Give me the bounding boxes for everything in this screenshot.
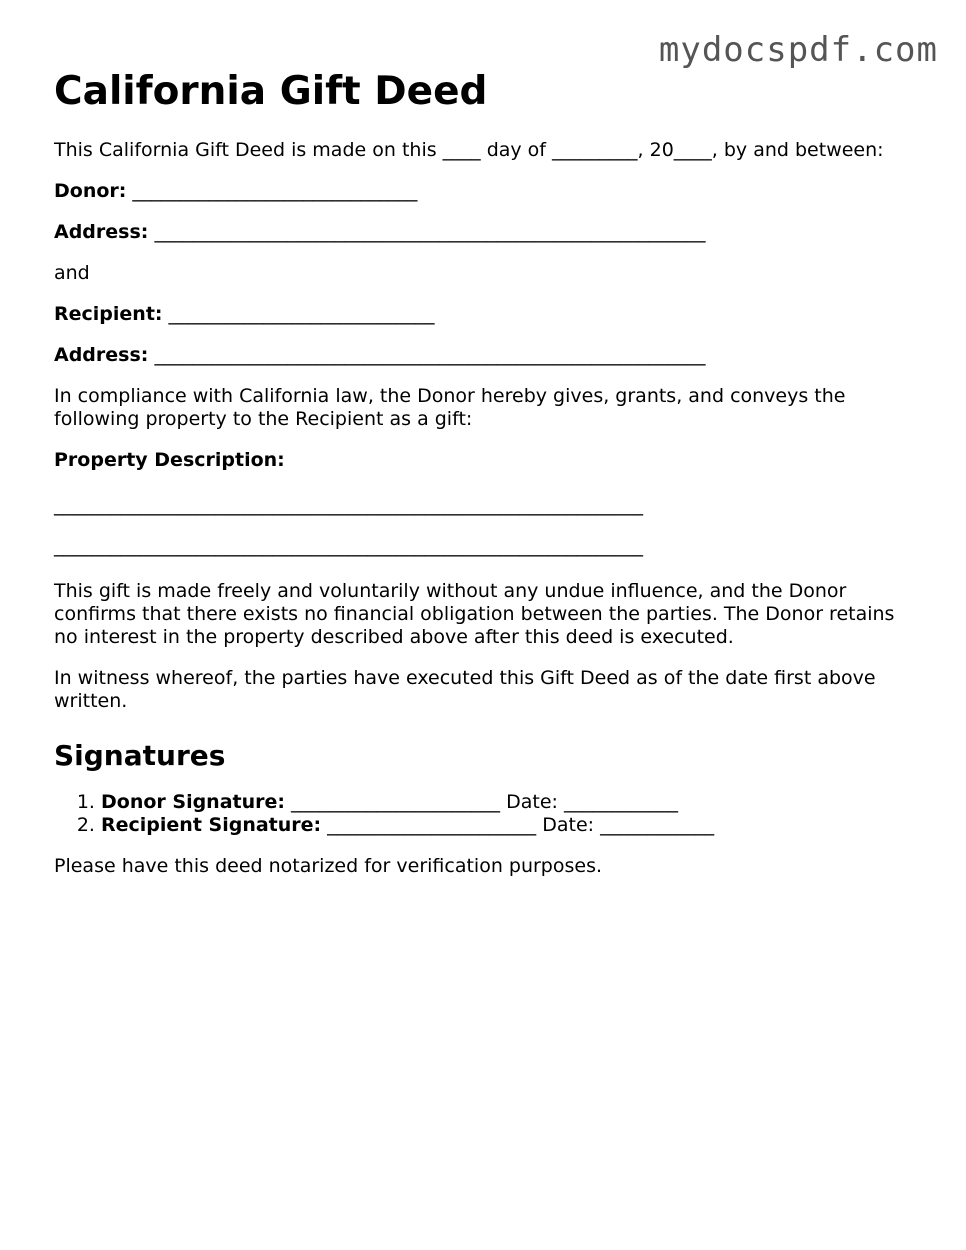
property-description-label: Property Description: — [54, 449, 285, 471]
and-text: and — [54, 262, 90, 284]
donor-address-label: Address: — [54, 221, 149, 243]
donor-date-label: Date: — [506, 791, 558, 813]
recipient-blank: ____________________________ — [168, 303, 435, 325]
donor-signature-blank: ______________________ — [291, 791, 501, 813]
recipient-signature-label: Recipient Signature: — [101, 814, 322, 836]
freely-paragraph: This gift is made freely and voluntarily without any undue influence, and the Donor confirms that there exists no financial obligation between the parties. The Donor retains no interest in the property described above after this deed is executed. — [54, 580, 895, 648]
recipient-address-blank: __________________________________________________________ — [154, 344, 706, 366]
property-blank-line: ______________________________________________________________ — [54, 535, 643, 557]
signature-item-donor — [101, 791, 914, 814]
donor-label: Donor: — [54, 180, 127, 202]
recipient-address-line — [54, 344, 914, 367]
donor-address-blank: __________________________________________________________ — [154, 221, 706, 243]
donor-line — [54, 180, 914, 203]
document — [54, 66, 914, 878]
recipient-line — [54, 303, 914, 326]
intro-paragraph: This California Gift Deed is made on this ____ day of _________, 20____, by and between: — [54, 139, 884, 161]
donor-address-line — [54, 221, 914, 244]
donor-signature-label: Donor Signature: — [101, 791, 285, 813]
signature-item-recipient — [101, 814, 914, 837]
donor-date-blank: ____________ — [563, 791, 678, 813]
property-blank-line: ______________________________________________________________ — [54, 494, 643, 516]
signature-list — [54, 791, 914, 837]
property-description-heading — [54, 449, 914, 472]
recipient-label: Recipient: — [54, 303, 163, 325]
recipient-signature-blank: ______________________ — [327, 814, 537, 836]
signatures-heading: Signatures — [54, 739, 226, 772]
page-title: California Gift Deed — [54, 69, 488, 114]
notary-paragraph: Please have this deed notarized for verification purposes. — [54, 855, 603, 877]
witness-paragraph: In witness whereof, the parties have executed this Gift Deed as of the date first above written. — [54, 667, 876, 712]
watermark: mydocspdf.com — [658, 30, 938, 70]
donor-blank: ______________________________ — [132, 180, 418, 202]
recipient-date-label: Date: — [542, 814, 595, 836]
recipient-date-blank: ____________ — [600, 814, 715, 836]
compliance-paragraph: In compliance with California law, the Donor hereby gives, grants, and conveys the following property to the Recipient as a gift: — [54, 385, 846, 430]
recipient-address-label: Address: — [54, 344, 149, 366]
